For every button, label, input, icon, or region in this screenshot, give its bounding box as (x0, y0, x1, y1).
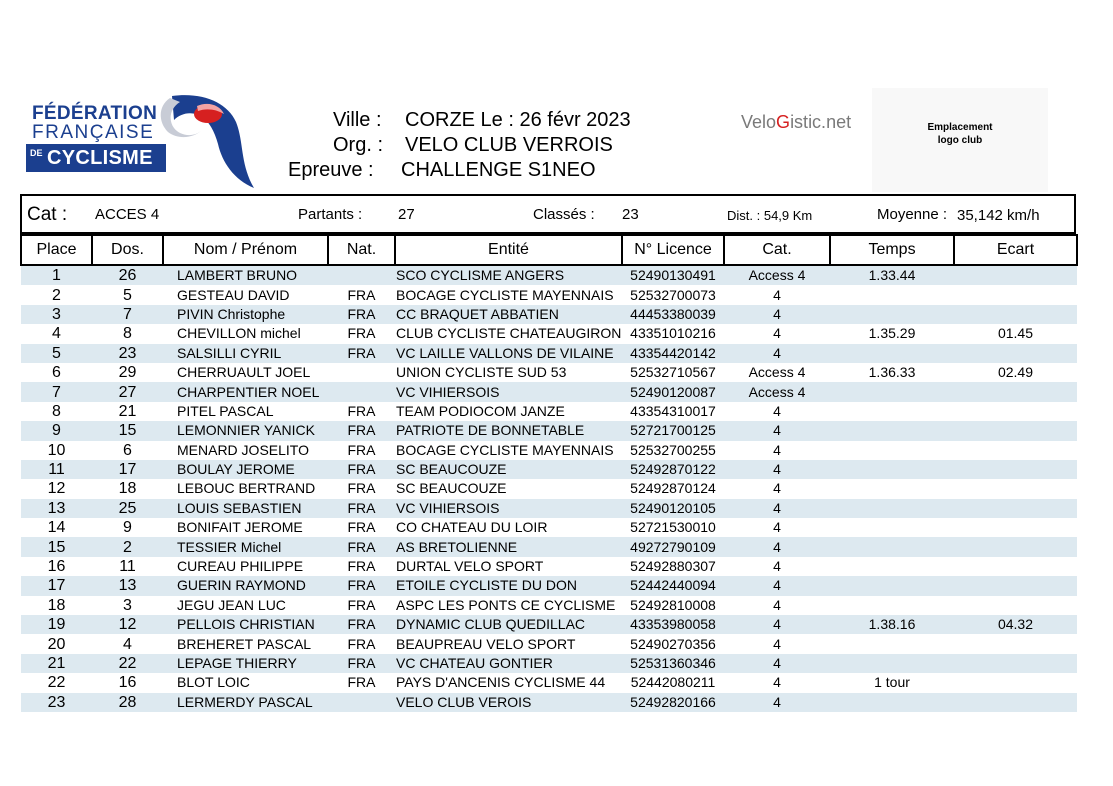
cell-nationalite: FRA (328, 615, 395, 634)
cell-temps (830, 576, 954, 595)
cell-licence: 52532710567 (630, 364, 716, 381)
cell-dossard: 4 (123, 635, 132, 653)
logo-line-federation: FÉDÉRATION (32, 103, 158, 124)
cell-entite: BEAUPREAU VELO SPORT (396, 635, 576, 652)
cell-nationalite: FRA (328, 460, 395, 479)
logo-de: DE (30, 148, 43, 158)
cell-entite: BOCAGE CYCLISTE MAYENNAIS (396, 441, 614, 458)
cell-licence: 52490270356 (630, 635, 716, 652)
table-row[interactable] (21, 499, 1077, 518)
cell-ecart (954, 634, 1077, 653)
cell-entite: PATRIOTE DE BONNETABLE (395, 421, 622, 440)
velogistic-post: istic.net (790, 112, 852, 132)
cell-dossard: 9 (123, 519, 132, 537)
cell-temps (830, 305, 954, 324)
cell-categorie: 4 (724, 693, 830, 712)
cell-temps (830, 382, 954, 401)
cell-temps (830, 441, 954, 460)
cell-nom-prenom: CUREAU PHILIPPE (177, 558, 304, 575)
cell-ecart (954, 499, 1077, 518)
cell-licence: 43351010216 (630, 325, 716, 342)
cell-licence: 52490130491 (622, 265, 724, 285)
table-row[interactable] (21, 557, 1077, 576)
cell-nationalite: FRA (328, 344, 395, 363)
cell-dossard: 26 (92, 265, 163, 285)
cell-ecart (954, 537, 1077, 556)
cat-label: Cat : (27, 204, 68, 225)
table-row[interactable] (21, 305, 1077, 324)
cell-temps: 1.35.29 (868, 325, 916, 342)
cell-ecart (954, 693, 1077, 712)
cell-categorie: Access 4 (724, 382, 830, 401)
club-logo-line1: Emplacement (927, 122, 993, 133)
cell-entite: BOCAGE CYCLISTE MAYENNAIS (396, 286, 614, 303)
cell-categorie: 4 (773, 635, 781, 652)
cell-categorie: 4 (724, 576, 830, 595)
classes-value: 23 (622, 206, 639, 223)
club-logo-line2: logo club (937, 135, 983, 146)
cell-categorie: 4 (773, 558, 781, 575)
cell-licence: 43354310017 (630, 402, 716, 419)
cell-ecart (954, 265, 1077, 285)
cell-nationalite: FRA (328, 576, 395, 595)
cell-dossard: 7 (92, 305, 163, 324)
ffc-logo (22, 92, 258, 192)
cat-value: ACCES 4 (95, 206, 160, 223)
cell-entite: AS BRETOLIENNE (395, 537, 622, 556)
cell-categorie: 4 (724, 537, 830, 556)
race-info-row (20, 194, 1076, 234)
cell-nom-prenom: BOULAY JEROME (163, 460, 328, 479)
cell-nom-prenom: LEMONNIER YANICK (163, 421, 328, 440)
cell-nom-prenom: MENARD JOSELITO (177, 441, 309, 458)
cell-nom-prenom: CHERRUAULT JOEL (177, 364, 311, 381)
cell-categorie: 4 (724, 499, 830, 518)
cell-place: 5 (21, 344, 92, 363)
cell-dossard: 18 (118, 480, 137, 498)
cell-place: 16 (47, 558, 66, 576)
col-header-nationalite[interactable]: Nat. (328, 235, 395, 265)
table-row[interactable] (21, 576, 1077, 595)
cell-categorie: 4 (724, 344, 830, 363)
cell-dossard: 13 (92, 576, 163, 595)
cell-categorie: Access 4 (724, 265, 830, 285)
cell-nom-prenom: GUERIN RAYMOND (163, 576, 328, 595)
cell-ecart: 02.49 (997, 364, 1034, 381)
cell-ecart (954, 285, 1077, 304)
cell-place: 1 (21, 265, 92, 285)
table-row[interactable] (21, 460, 1077, 479)
cell-entite: DURTAL VELO SPORT (396, 558, 544, 575)
ville-label: Ville : (333, 109, 382, 131)
cell-temps (830, 537, 954, 556)
ville-value: CORZE Le : 26 févr 2023 (405, 109, 631, 131)
cell-ecart (954, 460, 1077, 479)
cell-licence: 44453380039 (622, 305, 724, 324)
table-row[interactable] (21, 402, 1077, 421)
cell-dossard: 27 (92, 382, 163, 401)
cell-ecart (954, 479, 1077, 498)
cell-categorie: 4 (724, 421, 830, 440)
cell-nationalite: FRA (347, 441, 376, 458)
cell-nationalite: FRA (347, 596, 376, 613)
cell-categorie: 4 (773, 519, 781, 536)
cell-temps (830, 344, 954, 363)
cell-place: 20 (47, 635, 66, 653)
cell-place: 21 (21, 654, 92, 673)
table-row[interactable] (21, 673, 1077, 692)
cell-dossard: 12 (92, 615, 163, 634)
cell-licence: 43353980058 (622, 615, 724, 634)
cell-ecart (954, 596, 1077, 615)
cell-temps (830, 693, 954, 712)
cell-categorie: 4 (724, 615, 830, 634)
cell-nationalite (328, 693, 395, 712)
cell-nationalite: FRA (328, 654, 395, 673)
cell-nom-prenom: LEBOUC BERTRAND (177, 480, 316, 497)
cell-nationalite (328, 363, 395, 382)
table-header-row (21, 235, 1077, 265)
cell-ecart (954, 305, 1077, 324)
cell-temps: 1.38.16 (830, 615, 954, 634)
cell-categorie: 4 (773, 674, 781, 691)
cell-categorie: Access 4 (748, 364, 806, 381)
cell-entite: SC BEAUCOUZE (396, 480, 507, 497)
epreuve-label: Epreuve : (288, 159, 374, 181)
cell-ecart (954, 576, 1077, 595)
cell-nationalite: FRA (347, 519, 376, 536)
cell-dossard: 29 (118, 364, 137, 382)
cell-ecart (954, 421, 1077, 440)
cell-nationalite: FRA (328, 305, 395, 324)
col-header-temps[interactable]: Temps (830, 235, 954, 265)
cell-dossard: 8 (123, 325, 132, 343)
table-row[interactable] (21, 479, 1077, 498)
cell-place: 22 (47, 674, 66, 692)
cell-temps: 1.36.33 (868, 364, 916, 381)
cell-nom-prenom: GESTEAU DAVID (177, 286, 290, 303)
cell-nom-prenom: BONIFAIT JEROME (177, 519, 303, 536)
cell-temps (830, 460, 954, 479)
cell-nationalite: FRA (347, 402, 376, 419)
table-row[interactable] (21, 615, 1077, 634)
cell-dossard: 5 (123, 286, 132, 304)
cell-categorie: 4 (724, 460, 830, 479)
table-row[interactable] (21, 363, 1077, 382)
cell-place: 11 (21, 460, 92, 479)
cell-place: 7 (21, 382, 92, 401)
cell-licence: 52442440094 (622, 576, 724, 595)
cell-entite: ETOILE CYCLISTE DU DON (395, 576, 622, 595)
table-row[interactable] (21, 596, 1077, 615)
cell-temps (830, 596, 954, 615)
cell-entite: VELO CLUB VEROIS (395, 693, 622, 712)
cell-categorie: 4 (773, 402, 781, 419)
cell-dossard: 6 (123, 441, 132, 459)
velogistic-pre: Velo (741, 112, 777, 132)
cell-place: 3 (21, 305, 92, 324)
moyenne-value: 35,142 km/h (957, 207, 1040, 224)
table-row[interactable] (21, 654, 1077, 673)
cell-entite: SCO CYCLISME ANGERS (395, 265, 622, 285)
cell-place: 6 (52, 364, 61, 382)
cell-place: 19 (21, 615, 92, 634)
cell-place: 17 (21, 576, 92, 595)
cell-entite: TEAM PODIOCOM JANZE (396, 402, 565, 419)
cell-temps (830, 634, 954, 653)
table-row[interactable] (21, 441, 1077, 460)
cell-licence: 52721530010 (630, 519, 716, 536)
cell-licence: 52442080211 (630, 674, 716, 691)
cell-ecart (954, 673, 1077, 692)
cell-temps (830, 479, 954, 498)
cell-categorie: 4 (773, 480, 781, 497)
cell-dossard: 25 (92, 499, 163, 518)
cell-temps (830, 285, 954, 304)
col-header-dossard[interactable]: Dos. (92, 235, 163, 265)
cell-entite: UNION CYCLISTE SUD 53 (396, 364, 567, 381)
distance: Dist. : 54,9 Km (727, 208, 813, 223)
cell-nom-prenom: LAMBERT BRUNO (163, 265, 328, 285)
cell-nom-prenom: PITEL PASCAL (177, 402, 274, 419)
table-row[interactable] (21, 518, 1077, 537)
cell-categorie: 4 (724, 305, 830, 324)
cell-nom-prenom: LOUIS SEBASTIEN (163, 499, 328, 518)
cell-nationalite: FRA (347, 635, 376, 652)
cell-licence: 52492820166 (622, 693, 724, 712)
cell-ecart: 01.45 (997, 325, 1034, 342)
cell-categorie: 4 (773, 596, 781, 613)
cell-licence: 52490120087 (622, 382, 724, 401)
cell-nom-prenom: TESSIER Michel (163, 537, 328, 556)
cell-categorie: 4 (773, 325, 781, 342)
table-row[interactable] (21, 634, 1077, 653)
results-body (21, 265, 1077, 712)
cell-ecart (954, 382, 1077, 401)
cell-ecart: 04.32 (954, 615, 1077, 634)
cell-temps (830, 402, 954, 421)
cell-entite: VC LAILLE VALLONS DE VILAINE (395, 344, 622, 363)
cell-temps (830, 421, 954, 440)
cell-ecart (954, 518, 1077, 537)
cell-categorie: 4 (724, 654, 830, 673)
cell-temps (830, 557, 954, 576)
cell-nationalite: FRA (347, 480, 376, 497)
cell-nom-prenom: SALSILLI CYRIL (163, 344, 328, 363)
cell-ecart (954, 441, 1077, 460)
cell-place: 8 (52, 402, 61, 420)
cell-place: 23 (21, 693, 92, 712)
cell-ecart (954, 557, 1077, 576)
cell-nationalite: FRA (328, 499, 395, 518)
cell-nationalite: FRA (347, 325, 376, 342)
table-row[interactable] (21, 693, 1077, 712)
table-row[interactable] (21, 344, 1077, 363)
cell-nom-prenom: LERMERDY PASCAL (163, 693, 328, 712)
cell-licence: 52721700125 (622, 421, 724, 440)
cell-licence: 52532700073 (630, 286, 716, 303)
cell-temps: 1 tour (874, 674, 910, 691)
cell-licence: 52492810008 (630, 596, 716, 613)
cell-licence: 52532700255 (630, 441, 716, 458)
cell-categorie: 4 (773, 286, 781, 303)
cell-nationalite: FRA (347, 674, 376, 691)
col-header-nom-prenom[interactable]: Nom / Prénom (163, 235, 328, 265)
cell-licence: 52490120105 (622, 499, 724, 518)
cell-dossard: 17 (92, 460, 163, 479)
cell-nom-prenom: JEGU JEAN LUC (177, 596, 286, 613)
cell-nom-prenom: BREHERET PASCAL (177, 635, 312, 652)
cell-entite: SC BEAUCOUZE (395, 460, 622, 479)
cell-place: 14 (47, 519, 66, 537)
cell-licence: 52492870124 (630, 480, 716, 497)
cell-ecart (954, 654, 1077, 673)
cell-place: 10 (47, 441, 66, 459)
cell-licence: 49272790109 (622, 537, 724, 556)
cell-temps (830, 499, 954, 518)
cell-nom-prenom: CHEVILLON michel (177, 325, 301, 342)
cell-entite: VC CHATEAU GONTIER (395, 654, 622, 673)
col-header-licence[interactable]: N° Licence (622, 235, 724, 265)
cell-temps (830, 654, 954, 673)
table-row[interactable] (21, 382, 1077, 401)
table-row[interactable] (21, 537, 1077, 556)
velogistic-accent: G (776, 112, 791, 132)
cell-entite: CO CHATEAU DU LOIR (396, 519, 548, 536)
cell-place: 9 (21, 421, 92, 440)
cell-ecart (954, 402, 1077, 421)
cell-dossard: 21 (118, 402, 137, 420)
cell-categorie: 4 (773, 441, 781, 458)
cell-place: 4 (52, 325, 61, 343)
col-header-place[interactable]: Place (21, 235, 92, 265)
cell-dossard: 3 (123, 596, 132, 614)
results-table (20, 234, 1078, 712)
cell-dossard: 2 (92, 537, 163, 556)
cell-entite: DYNAMIC CLUB QUEDILLAC (395, 615, 622, 634)
moyenne-label: Moyenne : (877, 206, 948, 223)
table-row[interactable] (21, 324, 1077, 343)
cell-place: 15 (21, 537, 92, 556)
cell-ecart (954, 344, 1077, 363)
classes-label: Classés : (533, 206, 595, 223)
cell-temps (830, 518, 954, 537)
cell-entite: VC VIHIERSOIS (395, 499, 622, 518)
cell-licence: 43354420142 (622, 344, 724, 363)
velogistic-brand[interactable] (741, 112, 851, 133)
cell-licence: 52531360346 (622, 654, 724, 673)
col-header-ecart[interactable]: Ecart (954, 235, 1077, 265)
logo-line-cyclisme: CYCLISME (47, 147, 153, 169)
cell-place: 18 (47, 596, 66, 614)
club-logo-text (872, 121, 1048, 147)
cell-entite: CLUB CYCLISTE CHATEAUGIRON (396, 325, 622, 342)
cell-nom-prenom: LEPAGE THIERRY (163, 654, 328, 673)
cell-place: 13 (21, 499, 92, 518)
cell-temps: 1.33.44 (830, 265, 954, 285)
cell-nationalite (328, 382, 395, 401)
cell-entite: PAYS D'ANCENIS CYCLISME 44 (396, 674, 606, 691)
logo-line-francaise: FRANÇAISE (32, 122, 155, 143)
cell-entite: VC VIHIERSOIS (395, 382, 622, 401)
table-row[interactable] (21, 265, 1077, 285)
cell-place: 2 (52, 286, 61, 304)
cell-nom-prenom: PIVIN Christophe (163, 305, 328, 324)
cell-entite: ASPC LES PONTS CE CYCLISME (396, 596, 616, 613)
cell-licence: 52492870122 (622, 460, 724, 479)
org-label: Org. : (333, 134, 384, 156)
cell-place: 12 (47, 480, 66, 498)
cell-nom-prenom: PELLOIS CHRISTIAN (163, 615, 328, 634)
cell-nationalite: FRA (347, 558, 376, 575)
cell-dossard: 22 (92, 654, 163, 673)
cell-nationalite: FRA (328, 537, 395, 556)
table-row[interactable] (21, 285, 1077, 304)
col-header-entite[interactable]: Entité (395, 235, 622, 265)
cell-dossard: 16 (118, 674, 137, 692)
org-value: VELO CLUB VERROIS (405, 134, 613, 156)
cell-dossard: 23 (92, 344, 163, 363)
cell-nom-prenom: BLOT LOIC (177, 674, 250, 691)
partants-label: Partants : (298, 206, 363, 223)
cell-licence: 52492880307 (630, 558, 716, 575)
cell-nationalite (328, 265, 395, 285)
cell-dossard: 28 (92, 693, 163, 712)
cell-nationalite: FRA (347, 286, 376, 303)
cell-nom-prenom: CHARPENTIER NOEL (163, 382, 328, 401)
cell-entite: CC BRAQUET ABBATIEN (395, 305, 622, 324)
table-row[interactable] (21, 421, 1077, 440)
col-header-categorie[interactable]: Cat. (724, 235, 830, 265)
cell-dossard: 11 (119, 558, 136, 576)
cell-dossard: 15 (92, 421, 163, 440)
cell-nationalite: FRA (328, 421, 395, 440)
epreuve-value: CHALLENGE S1NEO (401, 159, 596, 181)
partants-value: 27 (398, 206, 415, 223)
